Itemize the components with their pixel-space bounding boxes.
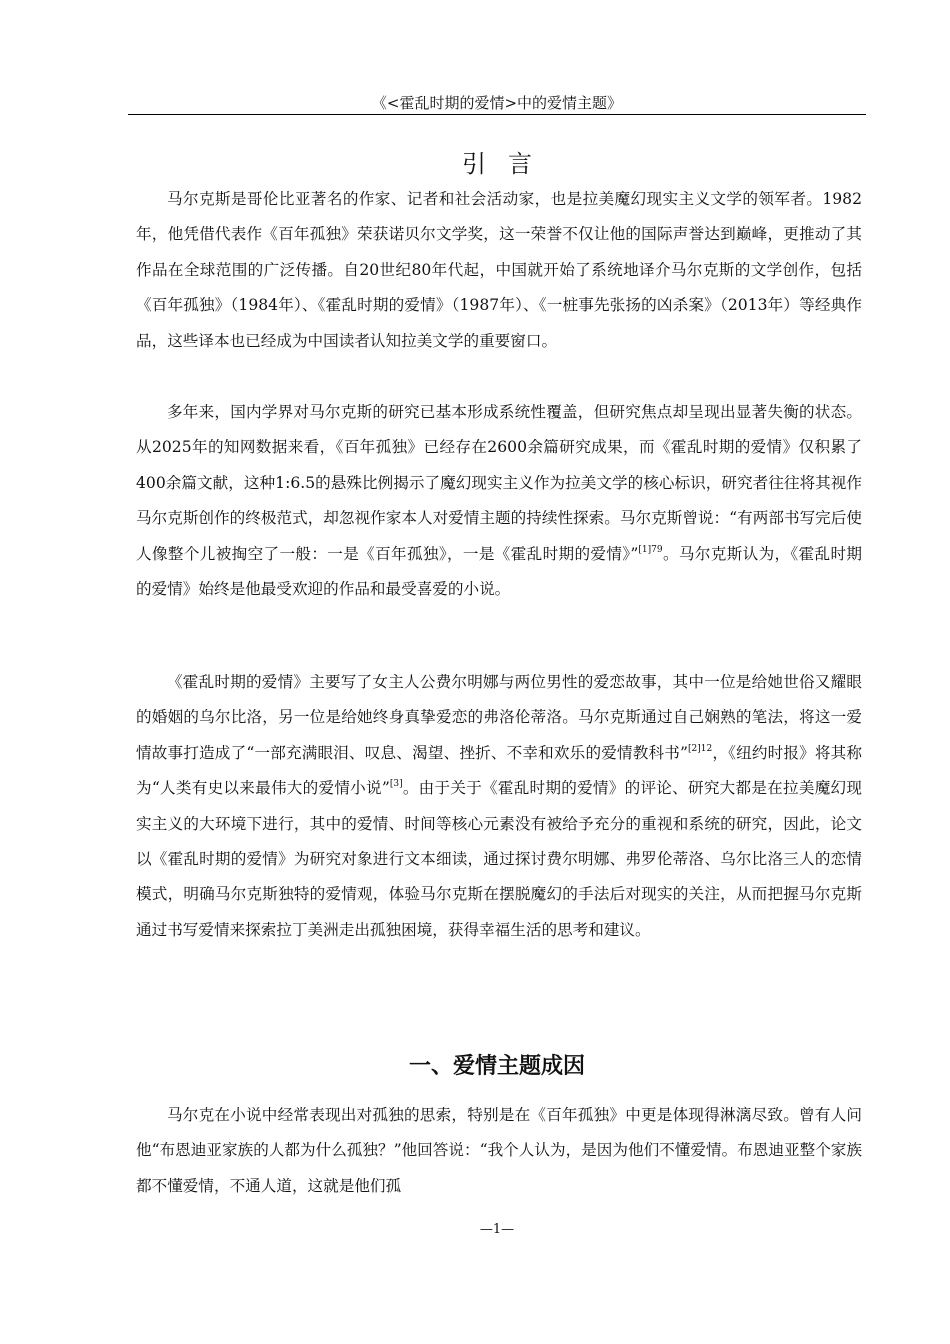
intro-paragraph-1: 马尔克斯是哥伦比亚著名的作家、记者和社会活动家，也是拉美魔幻现实主义文学的领军者。1982年，他凭借代表作《百年孤独》荣获诺贝尔文学奖，这一荣誉不仅让他的国际声誉达到巅峰，更推动了其作品在全球范围的广泛传播。自20世纪80年代起，中国就开始了系统地译介马尔克斯的文学创作，包括《百年孤独》（1984年）、《霍乱时期的爱情》（1987年）、《一桩事先张扬的凶杀案》（2013年）等经典作品，这些译本也已经成为中国读者认知拉美文学的重要窗口。	[136, 190, 862, 350]
intro-paragraph-3-text-mid: ，《纽约时报》将其称为“人类有史以来最伟大的爱情小说”	[136, 743, 862, 798]
intro-paragraph-3	[136, 665, 862, 948]
header-rule	[128, 114, 866, 115]
citation-ref-1[interactable]: [1]79	[638, 544, 663, 555]
intro-paragraph-3-text-end: 。由于关于《霍乱时期的爱情》的评论、研究大都是在拉美魔幻现实主义的大环境下进行，其中的爱情、时间等核心元素没有被给予充分的重视和系统的研究，因此，论文以《霍乱时期的爱情》为研究对象进行文本细读，通过探讨费尔明娜、弗罗伦蒂洛、乌尔比洛三人的恋情模式，明确马尔克斯独特的爱情观，体验马尔克斯在摆脱魔幻的手法后对现实的关注，从而把握马尔克斯通过书写爱情来探索拉丁美洲走出孤独困境，获得幸福生活的思考和建议。	[136, 779, 862, 939]
section-title-intro: 引言	[462, 150, 554, 178]
section-title-chapter-1: 一、爱情主题成因	[408, 1054, 585, 1079]
page-number: —1—	[479, 1222, 515, 1237]
citation-ref-2[interactable]: [2]12	[687, 743, 713, 754]
chapter-1-paragraph-1: 马尔克在小说中经常表现出对孤独的思索，特别是在《百年孤独》中更是体现得淋漓尽致。曾有人问他“布恩迪亚家族的人都为什么孤独？”他回答说：“我个人认为，是因为他们不懂爱情。布恩迪亚整个家族都不懂爱情，不通人道，这就是他们孤	[136, 1106, 862, 1195]
intro-paragraph-3-text: 《霍乱时期的爱情》主要写了女主人公费尔明娜与两位男性的爱恋故事，其中一位是给她世俗又耀眼的婚姻的乌尔比洛，另一位是给她终身真挚爱恋的弗洛伦蒂洛。马尔克斯通过自己娴熟的笔法，将这一爱情故事打造成了“一部充满眼泪、叹息、渴望、挫折、不幸和欢乐的爱情教科书”	[136, 673, 862, 762]
intro-paragraph-2-text: 多年来，国内学界对马尔克斯的研究已基本形成系统性覆盖，但研究焦点却呈现出显著失衡的状态。从2025年的知网数据来看，《百年孤独》已经存在2600余篇研究成果，而《霍乱时期的爱情》仅积累了400余篇文献，这种1:6.5的悬殊比例揭示了魔幻现实主义作为拉美文学的核心标识，研究者往往将其视作马尔克斯创作的终极范式，却忽视作家本人对爱情主题的持续性探索。马尔克斯曾说：“有两部书写完后使人像整个儿被掏空了一般：一是《百年孤独》，一是《霍乱时期的爱情》”	[136, 403, 862, 563]
intro-paragraph-2	[136, 395, 862, 607]
citation-ref-3[interactable]: [3]	[389, 779, 403, 790]
intro-paragraph-2-text-end: 。马尔克斯认为，《霍乱时期的爱情》始终是他最受欢迎的作品和最受喜爱的小说。	[136, 544, 863, 599]
running-header: 《<霍乱时期的爱情>中的爱情主题》	[371, 94, 623, 112]
